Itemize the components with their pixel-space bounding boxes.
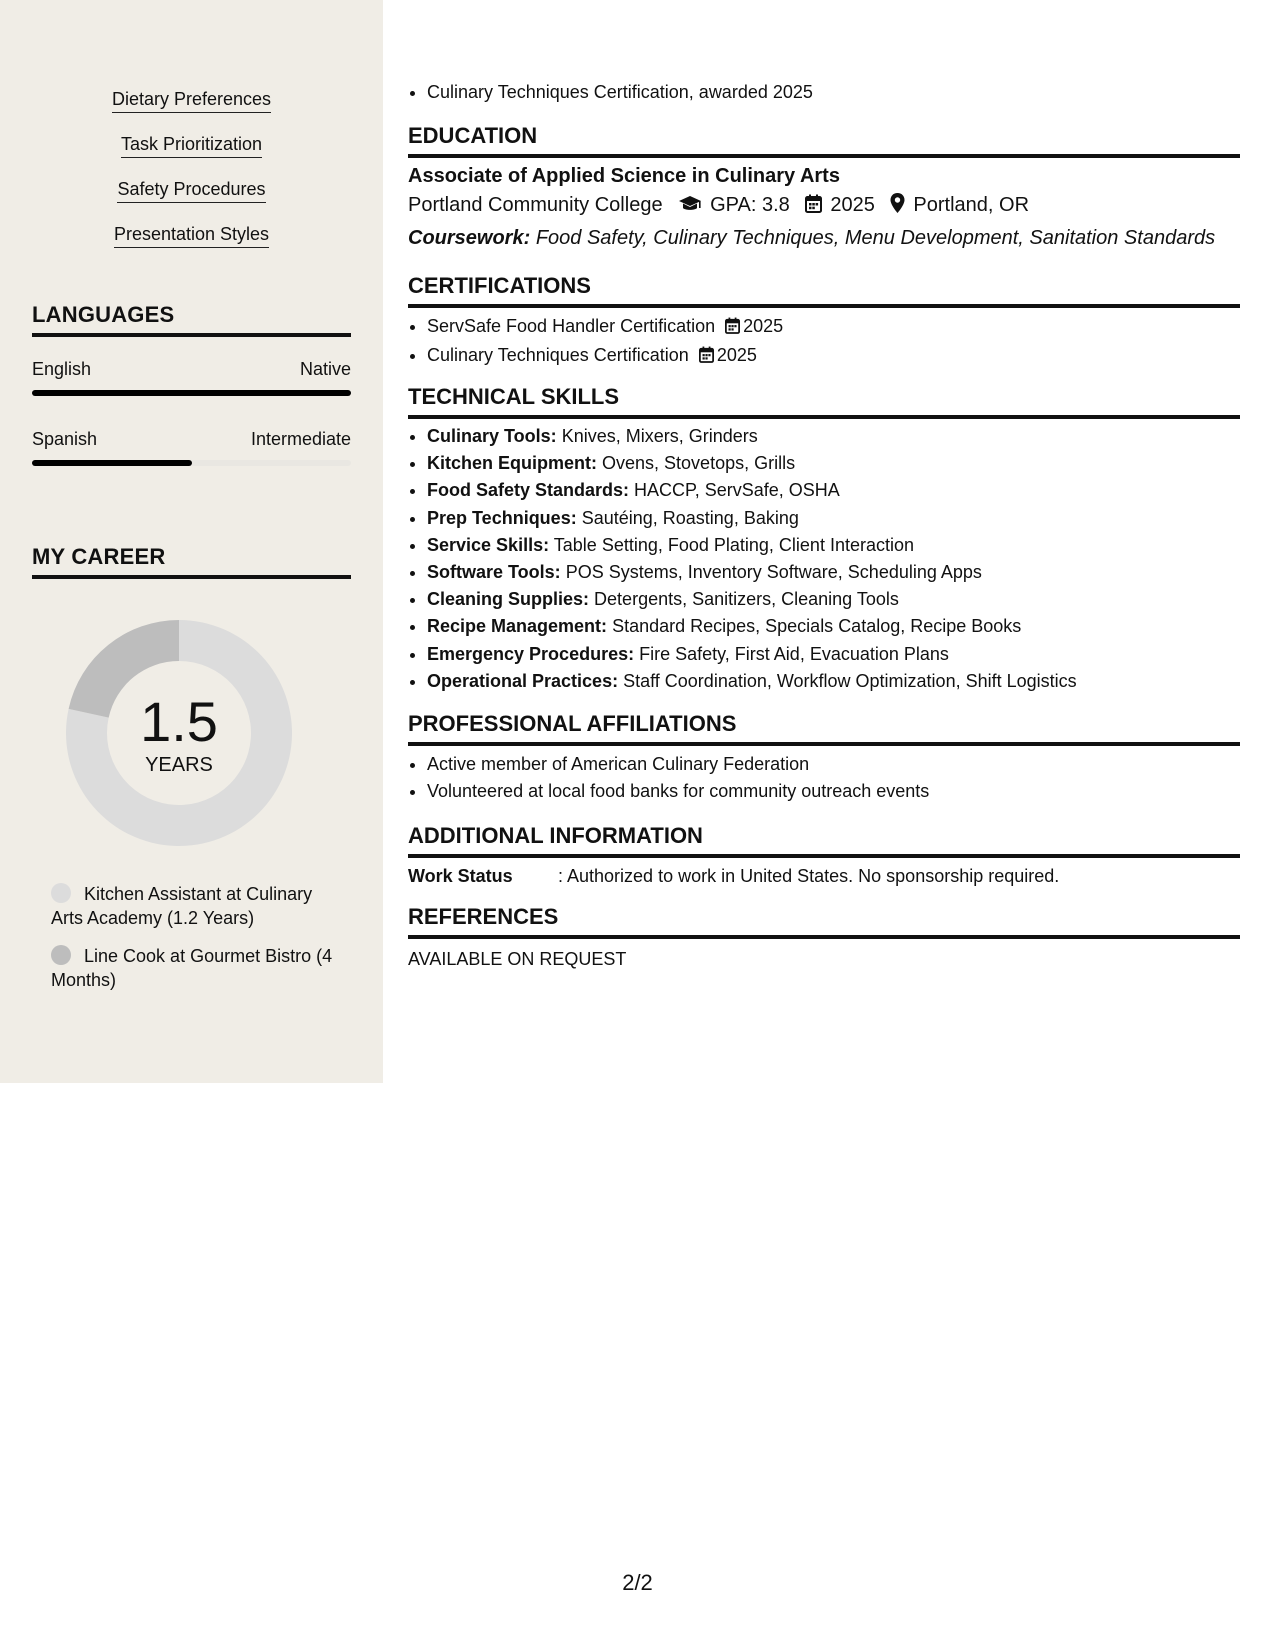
skill-label: Recipe Management: — [427, 616, 608, 637]
language-proficiency-fill — [32, 460, 192, 466]
coursework — [408, 223, 1240, 253]
skill-item — [427, 532, 1240, 559]
skill-value: Staff Coordination, Workflow Optimization, Shift Logistics — [623, 670, 1077, 691]
list-item: • Culinary Techniques Certification, awarded 2025 — [427, 79, 1240, 106]
language-proficiency-fill — [32, 390, 351, 396]
affiliations-heading: PROFESSIONAL AFFILIATIONS — [408, 711, 1240, 746]
career-legend-label: Line Cook at Gourmet Bistro (4 Months) — [51, 946, 333, 990]
career-legend-item — [51, 944, 341, 992]
interests-list — [0, 87, 383, 267]
skill-item — [427, 477, 1240, 504]
career-legend-item — [51, 882, 341, 930]
skill-item — [427, 613, 1240, 640]
language-name: English — [32, 359, 92, 379]
skill-item — [427, 668, 1240, 695]
technical-skills-list — [408, 423, 1240, 695]
certifications-continued-list — [408, 79, 1240, 106]
skill-value: Detergents, Sanitizers, Cleaning Tools — [594, 589, 899, 610]
interest-item — [0, 222, 383, 267]
skill-item — [427, 586, 1240, 613]
school-location: Portland, OR — [913, 194, 1030, 216]
certifications-heading: CERTIFICATIONS — [408, 273, 1240, 308]
career-legend-label: Kitchen Assistant at Culinary Arts Academy (1.2 Years) — [51, 884, 313, 928]
skill-value: Knives, Mixers, Grinders — [561, 426, 758, 446]
skill-value: Table Setting, Food Plating, Client Interaction — [553, 534, 914, 555]
certification-name: ServSafe Food Handler Certification — [427, 316, 716, 336]
language-name: Spanish — [32, 429, 98, 449]
school-name: Portland Community College — [408, 194, 663, 216]
page-number: 2/2 — [622, 1570, 653, 1595]
language-proficiency-bar — [32, 460, 351, 466]
affiliation-item: • Volunteered at local food banks for community outreach events — [427, 778, 1240, 805]
interest-label: Task Prioritization — [121, 132, 262, 158]
coursework-list: Food Safety, Culinary Techniques, Menu Development, Sanitation Standards — [535, 227, 1216, 249]
legend-dot — [51, 883, 71, 903]
career-total-unit: YEARS — [145, 754, 213, 776]
certification-year: 2025 — [716, 345, 757, 365]
skill-value: Standard Recipes, Specials Catalog, Recipe Books — [612, 616, 1022, 637]
legend-dot — [51, 945, 71, 965]
sidebar — [0, 0, 383, 1083]
interest-label: Safety Procedures — [117, 177, 265, 203]
interest-item — [0, 87, 383, 132]
education-meta — [408, 189, 1240, 223]
career-legend — [51, 882, 341, 1006]
career-heading: MY CAREER — [32, 544, 351, 579]
skill-label: Food Safety Standards: — [427, 480, 630, 501]
languages-heading: LANGUAGES — [32, 302, 351, 337]
calendar-icon — [725, 315, 740, 342]
skill-value: HACCP, ServSafe, OSHA — [634, 480, 840, 501]
skill-value: Sautéing, Roasting, Baking — [581, 507, 799, 528]
calendar-icon — [805, 191, 822, 223]
skill-label: Cleaning Supplies: — [427, 589, 590, 610]
references-heading: REFERENCES — [408, 904, 1240, 939]
career-donut-chart — [66, 620, 292, 846]
graduation-cap-icon — [678, 191, 702, 223]
technical-skills-heading: TECHNICAL SKILLS — [408, 384, 1240, 419]
education-entry — [408, 163, 1240, 253]
skill-label: Kitchen Equipment: — [427, 453, 597, 474]
interest-item — [0, 132, 383, 177]
skill-item — [427, 559, 1240, 586]
interest-label: Presentation Styles — [114, 222, 269, 248]
language-level: Intermediate — [250, 429, 351, 449]
skill-item — [427, 423, 1240, 450]
affiliations-list — [408, 751, 1240, 805]
interest-label: Dietary Preferences — [112, 87, 271, 113]
skill-item — [427, 450, 1240, 477]
skill-label: Service Skills: — [427, 534, 550, 555]
skill-value: POS Systems, Inventory Software, Scheduling Apps — [565, 562, 982, 583]
career-total-years: 1.5 — [140, 690, 218, 753]
skill-label: Culinary Tools: — [427, 426, 557, 446]
interest-item — [0, 177, 383, 222]
graduation-year: 2025 — [830, 194, 875, 216]
certification-item — [427, 313, 1240, 342]
additional-info-heading: ADDITIONAL INFORMATION — [408, 823, 1240, 858]
calendar-icon — [699, 344, 714, 371]
certification-year: 2025 — [743, 316, 784, 336]
degree-title: Associate of Applied Science in Culinary Arts — [408, 165, 840, 187]
certification-item — [427, 342, 1240, 371]
affiliation-item: • Active member of American Culinary Federation — [427, 751, 1240, 778]
language-proficiency-bar — [32, 390, 351, 396]
references-text: AVAILABLE ON REQUEST — [408, 949, 627, 969]
skill-item — [427, 641, 1240, 668]
skill-label: Operational Practices: — [427, 670, 619, 691]
gpa: GPA: 3.8 — [710, 194, 790, 216]
certifications-list — [408, 313, 1240, 371]
skill-value: Fire Safety, First Aid, Evacuation Plans — [639, 643, 949, 664]
work-status-row — [408, 864, 1240, 888]
language-level: Native — [299, 359, 351, 379]
coursework-label: Coursework: — [408, 227, 531, 249]
skill-value: Ovens, Stovetops, Grills — [602, 453, 796, 474]
skill-item — [427, 505, 1240, 532]
map-pin-icon — [890, 191, 905, 223]
work-status-label: Work Status — [408, 866, 513, 886]
certification-name: Culinary Techniques Certification — [427, 345, 689, 365]
work-status-value: : Authorized to work in United States. No sponsorship required. — [558, 866, 1060, 886]
skill-label: Software Tools: — [427, 562, 561, 583]
skill-label: Prep Techniques: — [427, 507, 577, 528]
skill-label: Emergency Procedures: — [427, 643, 635, 664]
education-heading: EDUCATION — [408, 123, 1240, 158]
